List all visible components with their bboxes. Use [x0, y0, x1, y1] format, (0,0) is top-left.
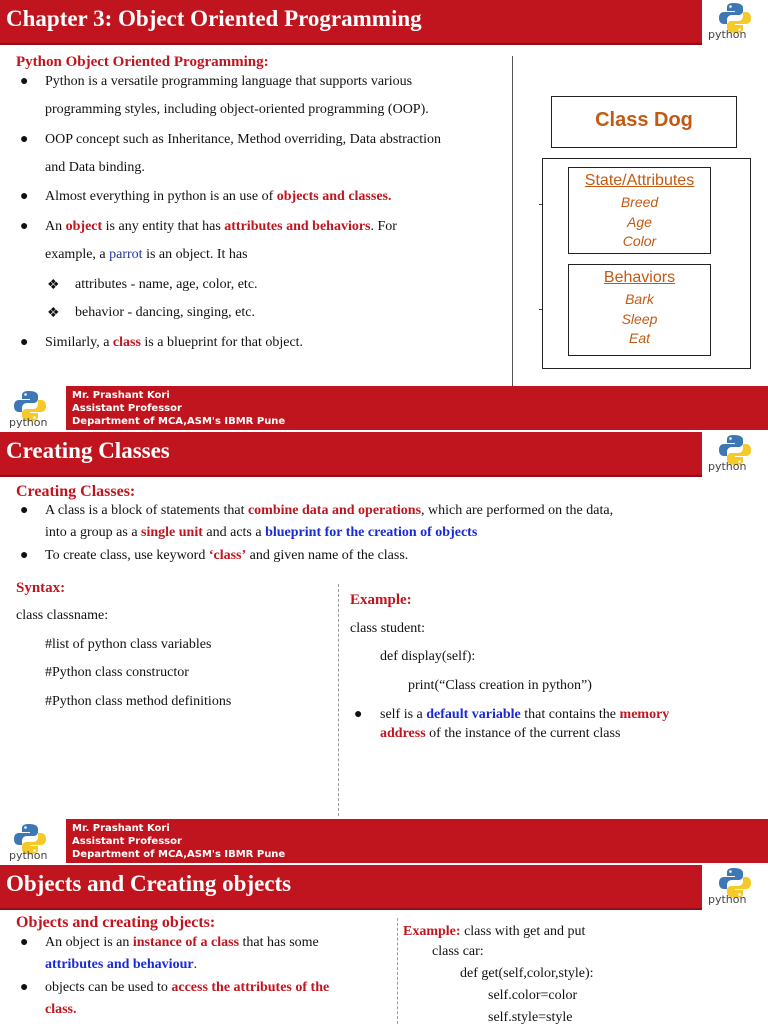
self-note-line1: self is a default variable that contains the memory: [380, 707, 670, 722]
python-logo-top-1: [702, 0, 768, 50]
slide3-code-line: def get(self,color,style):: [460, 966, 594, 981]
syntax-line: class classname:: [16, 608, 109, 623]
slide1-b5: Similarly, a class is a blueprint for that object.: [45, 335, 304, 350]
python-logo-text: python: [9, 416, 48, 429]
slide1-sub1: attributes - name, age, color, etc.: [75, 277, 258, 292]
footer-name: Mr. Prashant Kori: [72, 390, 170, 401]
connector-tick: [539, 309, 542, 310]
slide1-b3: Almost everything in python is an use of objects and classes.: [45, 189, 392, 204]
python-logo-text: python: [708, 28, 747, 41]
footer-name: Mr. Prashant Kori: [72, 823, 170, 834]
syntax-line: #Python class method definitions: [45, 694, 232, 709]
behaviors-heading: Behaviors: [603, 269, 676, 286]
slide1-b1-line2: programming styles, including object-oriented programming (OOP).: [45, 102, 429, 117]
slide2-heading: Creating Classes:: [16, 483, 136, 500]
example-heading: Example:: [350, 592, 412, 608]
slide1-title: Chapter 3: Object Oriented Programming: [6, 6, 422, 31]
slide1-heading: Python Object Oriented Programming:: [16, 54, 269, 70]
example-code-line: print(“Class creation in python”): [408, 678, 592, 693]
footer-role: Assistant Professor: [72, 836, 182, 847]
slide1-footer: [0, 386, 768, 430]
slide2-footer: [0, 819, 768, 863]
syntax-line: #Python class constructor: [45, 665, 189, 680]
footer-dept: Department of MCA,ASM's IBMR Pune: [72, 416, 286, 427]
bullet-dot: ●: [20, 132, 29, 147]
bullet-dot: ●: [20, 548, 29, 563]
slide1-divider: [512, 56, 513, 386]
diamond-bullet-icon: ❖: [47, 278, 60, 293]
python-logo-footer-2: [0, 819, 66, 867]
python-logo-top-3: [702, 865, 768, 915]
example-code-line: class student:: [350, 621, 426, 636]
slide3-title-bar: [0, 865, 768, 910]
footer-credits: [72, 822, 285, 861]
class-dog-box: [551, 96, 737, 148]
slide1-b4-line1: An object is any entity that has attributes and behaviors. For: [45, 219, 397, 234]
behavior-item: Sleep: [621, 311, 658, 327]
bullet-dot: ●: [20, 935, 29, 950]
example-code-line: def display(self):: [380, 649, 476, 664]
state-attributes-heading: State/Attributes: [584, 172, 695, 189]
slide3-b2-line1: objects can be used to access the attributes of the: [45, 980, 330, 995]
syntax-heading: Syntax:: [16, 580, 66, 596]
slide1-sub2: behavior - dancing, singing, etc.: [75, 305, 256, 320]
slide3-b2-line2: class.: [45, 1002, 77, 1017]
behavior-item: Eat: [628, 330, 650, 346]
state-item: Age: [627, 214, 652, 230]
slide2-b1-line2: into a group as a single unit and acts a blueprint for the creation of objects: [45, 525, 478, 540]
behavior-item: Bark: [625, 291, 654, 307]
slide3-example-line: Example: class with get and put: [403, 924, 586, 939]
python-logo-top-2: [702, 432, 768, 482]
connector-tick: [539, 204, 542, 205]
slide3-b1-line2: attributes and behaviour.: [45, 957, 198, 972]
slide3-b1-line1: An object is an instance of a class that has some: [45, 935, 319, 950]
slide2-b1-line1: A class is a block of statements that combine data and operations, which are performed on the data,: [45, 503, 614, 518]
class-dog-title: Class Dog: [595, 109, 693, 131]
footer-role: Assistant Professor: [72, 403, 182, 414]
syntax-line: #list of python class variables: [45, 637, 212, 652]
slide1-b4-line2: example, a parrot is an object. It has: [45, 247, 248, 262]
python-logo-text: python: [708, 460, 747, 473]
slide3-divider: [397, 918, 398, 1024]
python-logo-footer-1: [0, 386, 66, 434]
slide1-b2-line1: OOP concept such as Inheritance, Method overriding, Data abstraction: [45, 132, 442, 147]
slide3-title: Objects and Creating objects: [6, 871, 292, 896]
state-item: Breed: [620, 194, 659, 210]
bullet-dot: ●: [20, 219, 29, 234]
python-logo-text: python: [9, 849, 48, 862]
footer-dept: Department of MCA,ASM's IBMR Pune: [72, 849, 286, 860]
bullet-dot: ●: [20, 980, 29, 995]
slide2-title: Creating Classes: [6, 438, 170, 463]
slide3-code-line: self.color=color: [488, 988, 578, 1003]
slide2-divider: [338, 584, 339, 816]
slide2-b2: To create class, use keyword ‘class’ and given name of the class.: [45, 548, 409, 563]
state-attributes-box: [568, 167, 711, 254]
state-item: Color: [622, 233, 657, 249]
slide3-heading: Objects and creating objects:: [16, 914, 216, 931]
self-note-line2: address of the instance of the current class: [380, 726, 621, 741]
python-logo-text: python: [708, 893, 747, 906]
bullet-dot: ●: [20, 335, 29, 350]
bullet-dot: ●: [20, 74, 29, 89]
bullet-dot: ●: [20, 189, 29, 204]
slide3-code-line: class car:: [432, 944, 484, 959]
bullet-dot: ●: [20, 503, 29, 518]
bullet-dot: ●: [354, 707, 363, 722]
slide1-b2-line2: and Data binding.: [45, 160, 145, 175]
slide1-b1-line1: Python is a versatile programming language that supports various: [45, 74, 413, 89]
slide3-code-line: self.style=style: [488, 1010, 573, 1024]
slide1-title-bar: [0, 0, 768, 45]
behaviors-box: [568, 264, 711, 356]
footer-credits: [72, 389, 285, 428]
diamond-bullet-icon: ❖: [47, 306, 60, 321]
slide2-title-bar: [0, 432, 768, 477]
